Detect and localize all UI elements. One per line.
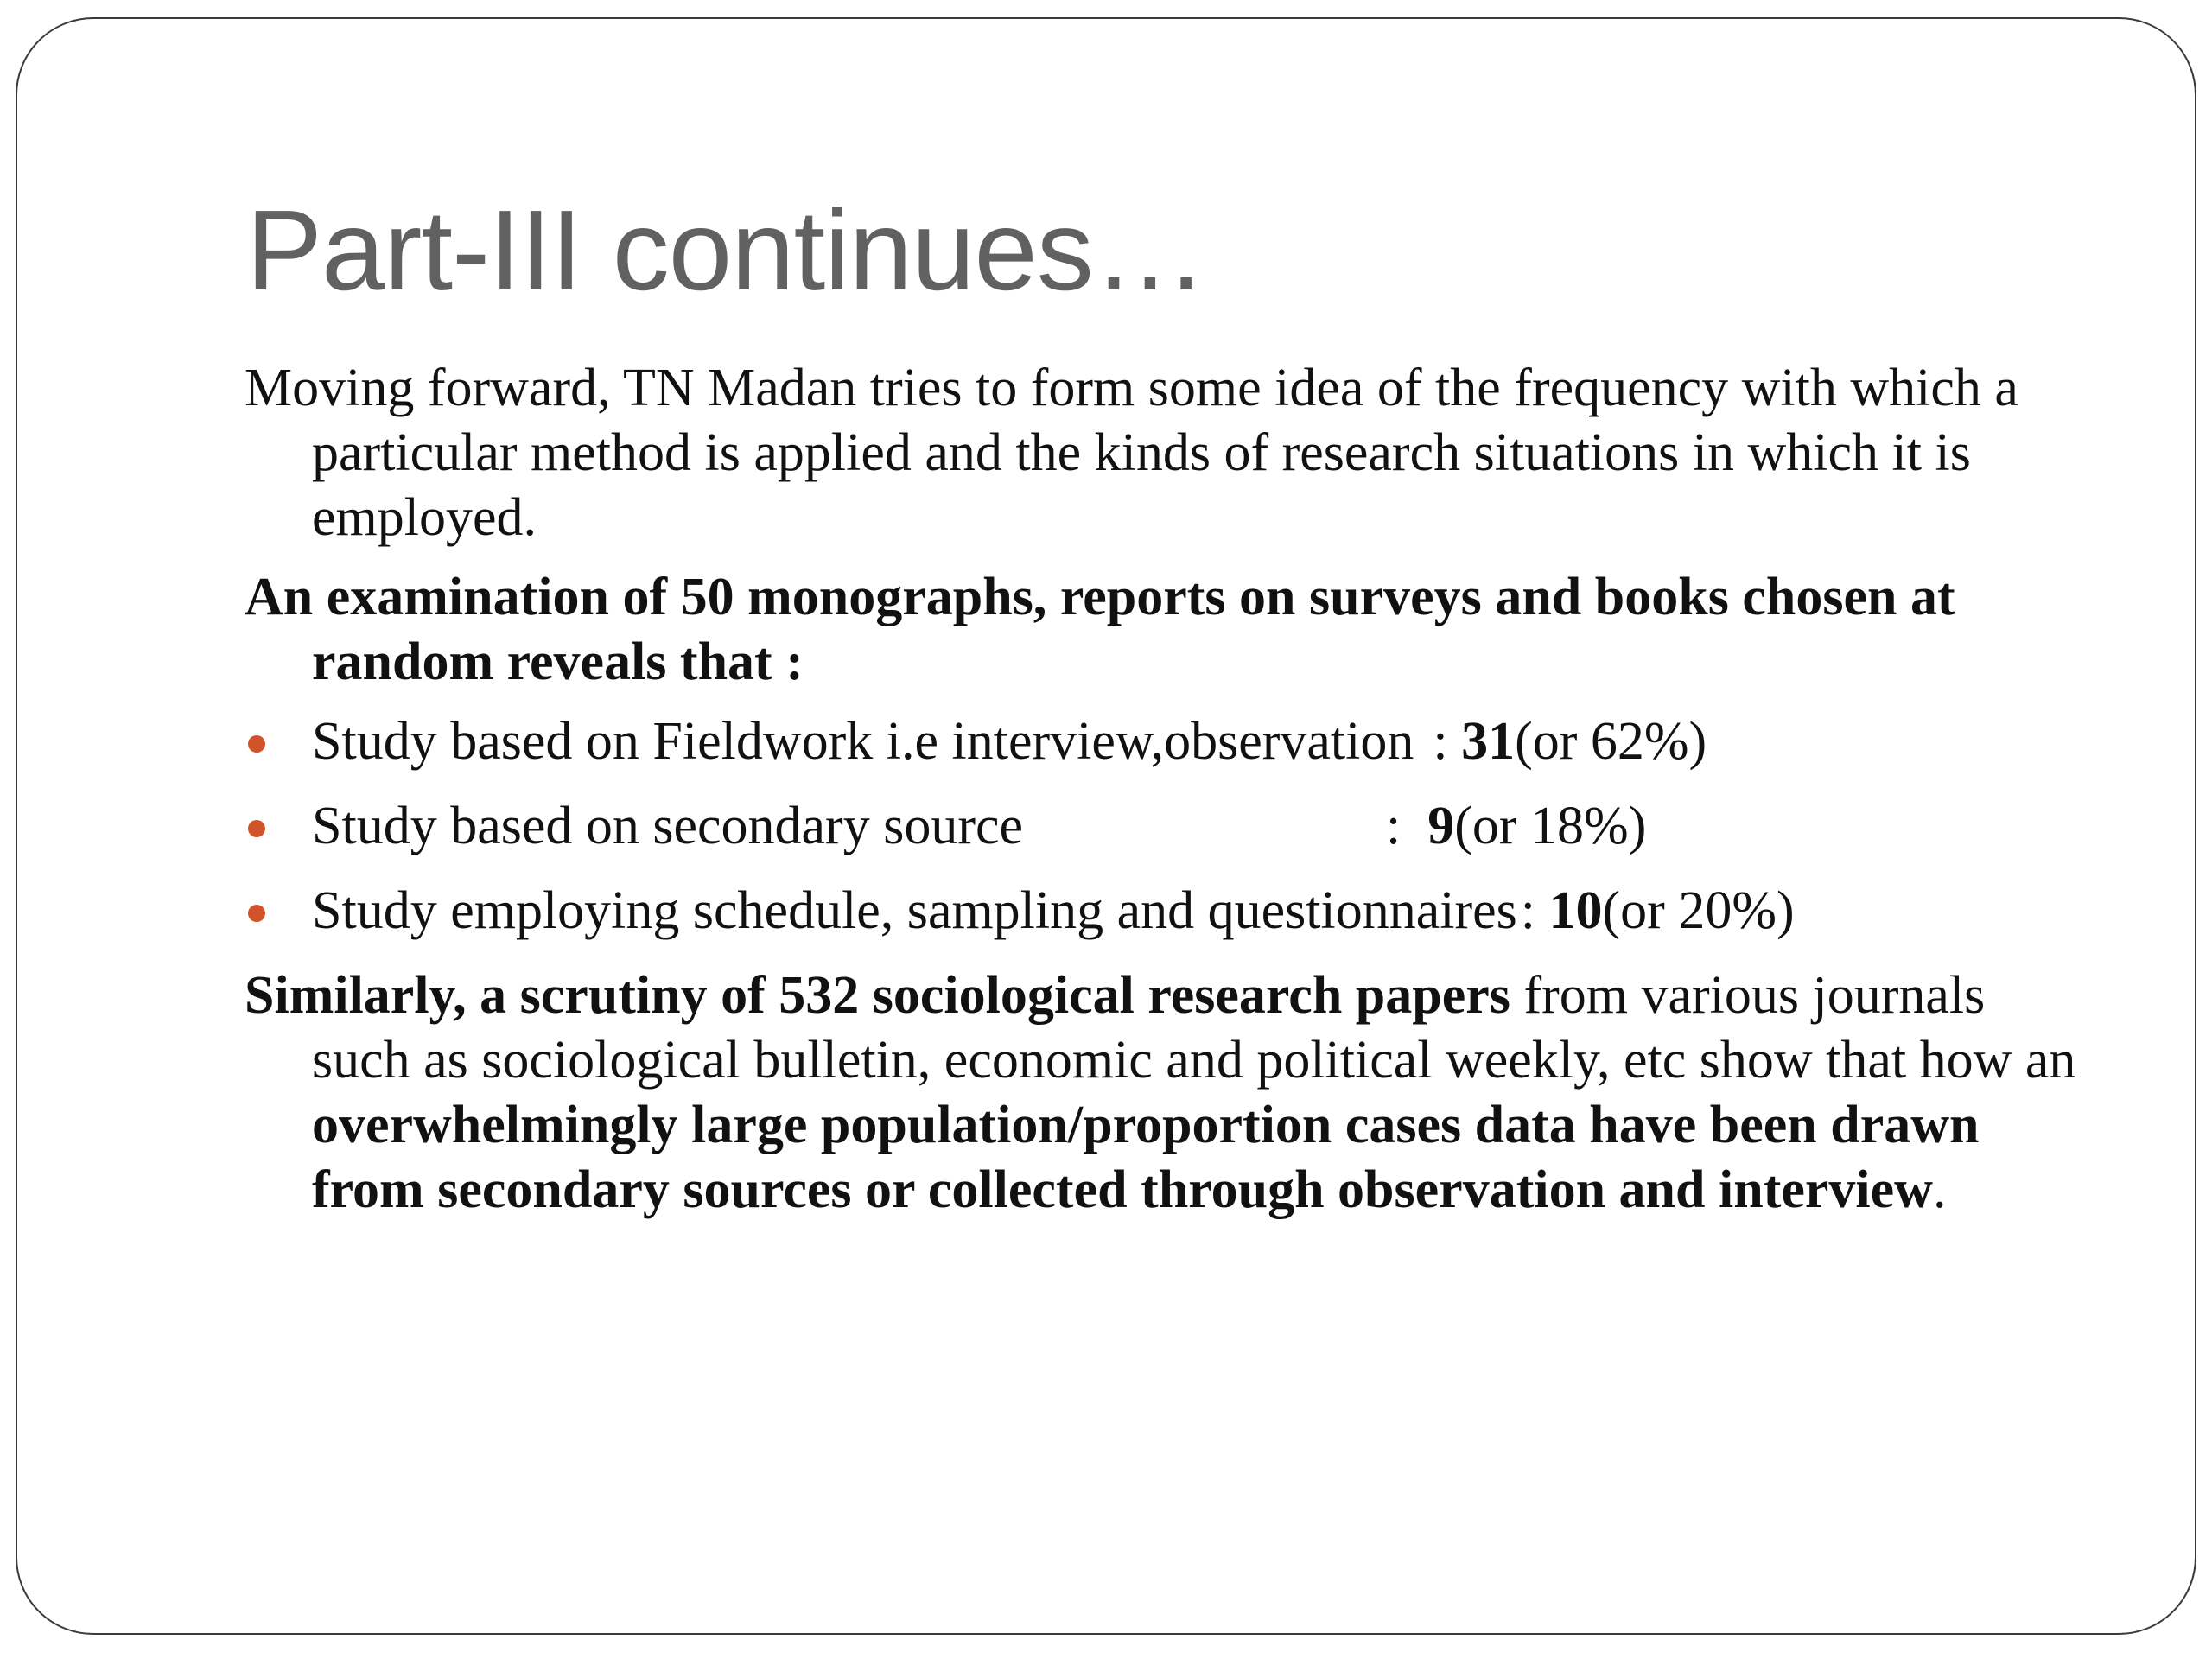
intro-paragraph: Moving forward, TN Madan tries to form some idea of the frequency with which a particular method is applied and the kinds of research situations in which it is employed. [245, 359, 2018, 547]
scrutiny-middle: from various journals such as sociological bulletin, economic and political weekly, etc show that how an [312, 966, 2076, 1090]
bullet-percent: (or 20%) [1602, 881, 1795, 940]
bullet-percent: (or 18%) [1454, 797, 1647, 855]
bullet-count: 9 [1427, 797, 1455, 855]
examination-lead: An examination of 50 monographs, reports on surveys and books chosen at random reveals that : [245, 568, 1955, 691]
bullet-label: Study based on Fieldwork i.e interview,observation [312, 712, 1414, 771]
bullet-dot-icon [248, 905, 265, 922]
bullet-count: 10 [1548, 881, 1603, 940]
scrutiny-bold-start: Similarly, a scrutiny of 532 sociological research papers [245, 966, 1510, 1025]
bullet-separator: : [1520, 881, 1536, 940]
bullet-percent: (or 62%) [1515, 712, 1707, 771]
list-item-fieldwork [245, 709, 2085, 774]
bullet-dot-icon [248, 820, 265, 837]
slide-content [245, 356, 2085, 1237]
method-list [245, 709, 2085, 944]
slide-title: Part-III continues… [246, 187, 1206, 314]
bullet-count: 31 [1461, 712, 1516, 771]
scrutiny-bold-end: overwhelmingly large population/proportion cases data have been drawn from secondary sources or collected through observation and interview [312, 1096, 1980, 1219]
scrutiny-end-punct: . [1932, 1160, 1947, 1219]
scrutiny-paragraph [245, 963, 2085, 1223]
bullet-dot-icon [248, 735, 265, 753]
bullet-label: Study based on secondary source [312, 797, 1024, 855]
bullet-label: Study employing schedule, sampling and questionnaires [312, 881, 1517, 940]
bullet-separator: : [1433, 712, 1448, 771]
list-item-secondary-source [245, 794, 2085, 859]
list-item-schedule [245, 879, 2085, 944]
bullet-separator: : [1386, 797, 1402, 855]
